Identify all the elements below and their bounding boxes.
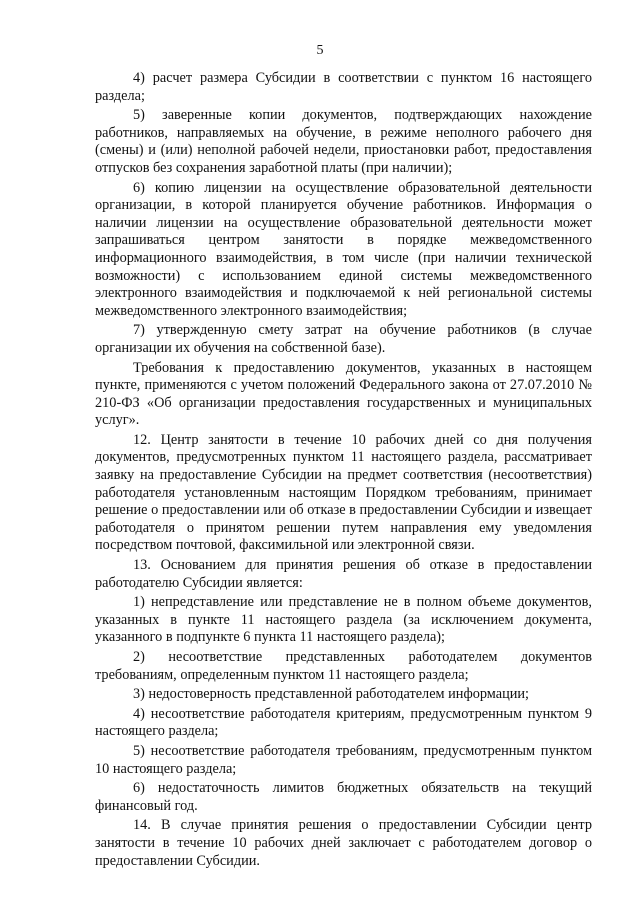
paragraph-refusal-1: 1) непредставление или представление не в полном объеме документов, указанных в пункте 11 настоящего раздела (за исключением документа, указанного в подпункте 6 пункта 11 настоящего раздела);	[95, 594, 592, 646]
paragraph-clause-12: 12. Центр занятости в течение 10 рабочих дней со дня получения документов, предусмотренных пунктом 11 настоящего раздела, рассматривает заявку на предоставление Субсидии на предмет соответствия (несоответствия) работодателя установленным настоящим Порядком требованиям, принимает решение о предоставлении или об отказе в предоставлении Субсидии и извещает работодателя о принятом решении путем направления ему уведомления посредством почтовой, факсимильной или электронной связи.	[95, 431, 592, 554]
document-body	[95, 70, 592, 870]
paragraph-clause-14: 14. В случае принятия решения о предоставлении Субсидии центр занятости в течение 10 рабочих дней заключает с работодателем договор о предоставлении Субсидии.	[95, 817, 592, 869]
paragraph-clause-13: 13. Основанием для принятия решения об отказе в предоставлении работодателю Субсидии является:	[95, 557, 592, 591]
paragraph-refusal-5: 5) несоответствие работодателя требованиям, предусмотренным пунктом 10 настоящего раздела;	[95, 742, 592, 777]
paragraph-item-6: 6) копию лицензии на осуществление образовательной деятельности организации, в которой планируется обучение работников. Информация о наличии лицензии на осуществление образовательной деятельности может запрашиваться центром занятости в порядке межведомственного информационного взаимодействия, в том числе (при наличии технической возможности) с использованием единой системы межведомственного электронного взаимодействия и подключаемой к ней региональной системы межведомственного электронного взаимодействия;	[95, 179, 592, 319]
paragraph-refusal-6: 6) недостаточность лимитов бюджетных обязательств на текущий финансовый год.	[95, 780, 592, 814]
paragraph-requirements: Требования к предоставлению документов, указанных в настоящем пункте, применяются с учетом положений Федерального закона от 27.07.2010 № 210-ФЗ «Об организации предоставления государственных и муниципальных услуг».	[95, 359, 592, 429]
paragraph-refusal-4: 4) несоответствие работодателя критериям, предусмотренным пунктом 9 настоящего раздела;	[95, 705, 592, 740]
paragraph-item-7: 7) утвержденную смету затрат на обучение работников (в случае организации их обучения на собственной базе).	[95, 322, 592, 356]
paragraph-item-4: 4) расчет размера Субсидии в соответствии с пунктом 16 настоящего раздела;	[95, 70, 592, 104]
page-number: 5	[316, 43, 324, 58]
paragraph-refusal-3: 3) недостоверность представленной работодателем информации;	[133, 686, 530, 703]
paragraph-item-5: 5) заверенные копии документов, подтверждающих нахождение работников, направляемых на обучение, в режиме неполного рабочего дня (смены) и (или) неполной рабочей недели, приостановки работ, предоставления отпусков без сохранения заработной платы (при наличии);	[95, 107, 592, 176]
paragraph-refusal-2: 2) несоответствие представленных работодателем документов требованиям, определенным пунктом 11 настоящего раздела;	[95, 649, 592, 683]
